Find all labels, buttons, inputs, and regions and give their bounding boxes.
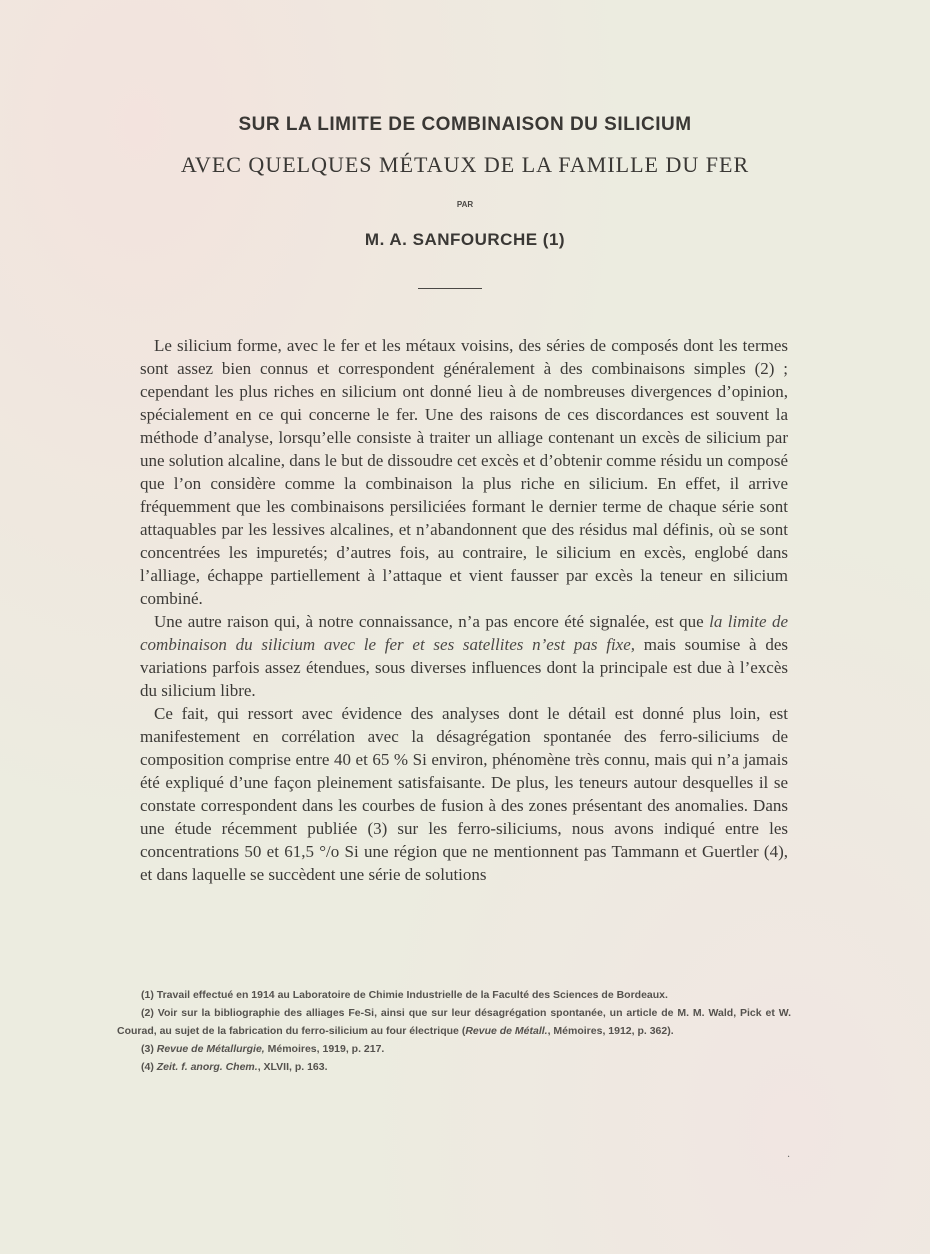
- footnote-4-end: , XLVII, p. 163.: [257, 1061, 328, 1073]
- footnote-4: [117, 1058, 791, 1076]
- footnote-3-end: Mémoires, 1919, p. 217.: [264, 1043, 385, 1055]
- paragraph-2-italic: la limite de combinaison du silicium avec le fer et ses satellites n’est pas fixe,: [140, 612, 788, 654]
- footnote-3-italic: Revue de Métallurgie,: [156, 1043, 265, 1055]
- title-divider: [418, 288, 482, 289]
- paragraph-2-end: mais soumise à des variations parfois assez étendues, sous diverses influences dont la principale est due à l’excès du silicium libre.: [140, 635, 788, 700]
- margin-dot: ·: [787, 1152, 791, 1163]
- footnote-4-italic: Zeit. f. anorg. Chem.: [156, 1061, 258, 1073]
- paragraph-3: Ce fait, qui ressort avec évidence des analyses dont le détail est donné plus loin, est manifestement en corrélation avec la désagrégation spontanée des ferro-siliciums de composition comprise entre 40 et 65 % Si environ, phénomène très connu, mais qui n’a jamais été expliqué d’une façon pleinement satisfaisante. De plus, les teneurs autour desquelles il se constate correspondent dans les courbes de fusion à des zones présentant des anomalies. Dans une étude récemment publiée (3) sur les ferro-siliciums, nous avons indiqué entre les concentrations 50 et 61,5 °/o Si une région que ne mentionnent pas Tammann et Guertler (4), et dans laquelle se succèdent une série de solutions: [140, 704, 788, 884]
- article-body: [140, 334, 788, 886]
- footnote-3: [117, 1040, 791, 1058]
- footnote-2-start: (2) Voir sur la bibliographie des alliages Fe-Si, ainsi que sur leur désagrégation spontanée, un article de M. M. Wald, Pick et W. Courad, au sujet de la fabrication du ferro-silicium au four électrique (: [117, 1007, 791, 1037]
- paragraph-1: Le silicium forme, avec le fer et les métaux voisins, des séries de composés dont les termes sont assez bien connus et correspondent généralement à des combinaisons simples (2) ; cependant les plus riches en silicium ont donné lieu à de nombreuses divergences d’opinion, spécialement en ce qui concerne le fer. Une des raisons de ces discordances est souvent la méthode d’analyse, lorsqu’elle consiste à traiter un alliage contenant un excès de silicium par une solution alcaline, dans le but de dissoudre cet excès et d’obtenir comme résidu un composé que l’on considère comme la combinaison la plus riche en silicium. En effet, il arrive fréquemment que les combinaisons persiliciées formant le dernier terme de chaque série sont attaquables par les lessives alcalines, et n’abandonnent que des résidus mal définis, où se sont concentrées les impuretés; d’autres fois, au contraire, le silicium en excès, englobé dans l’alliage, échappe partiellement à l’attaque et vient fausser par excès la teneur en silicium combiné.: [140, 336, 788, 608]
- paragraph-2-start: Une autre raison qui, à notre connaissance, n’a pas encore été signalée, est que: [154, 612, 710, 631]
- footnote-2: [117, 1004, 791, 1040]
- footnote-1: (1) Travail effectué en 1914 au Laboratoire de Chimie Industrielle de la Faculté des Sciences de Bordeaux.: [141, 989, 668, 1001]
- author-name: M. A. SANFOURCHE (1): [364, 230, 566, 249]
- footnote-4-start: (4): [141, 1061, 157, 1073]
- footnote-2-end: , Mémoires, 1912, p. 362).: [547, 1025, 674, 1037]
- footnotes: [117, 986, 791, 1076]
- paragraph-2: [140, 610, 788, 702]
- article-title-line1: SUR LA LIMITE DE COMBINAISON DU SILICIUM: [238, 114, 692, 135]
- par-label: PAR: [456, 200, 474, 209]
- footnote-2-italic: Revue de Métall.: [465, 1025, 548, 1037]
- article-title-line2: AVEC QUELQUES MÉTAUX DE LA FAMILLE DU FER: [180, 152, 750, 177]
- footnote-3-start: (3): [141, 1043, 157, 1055]
